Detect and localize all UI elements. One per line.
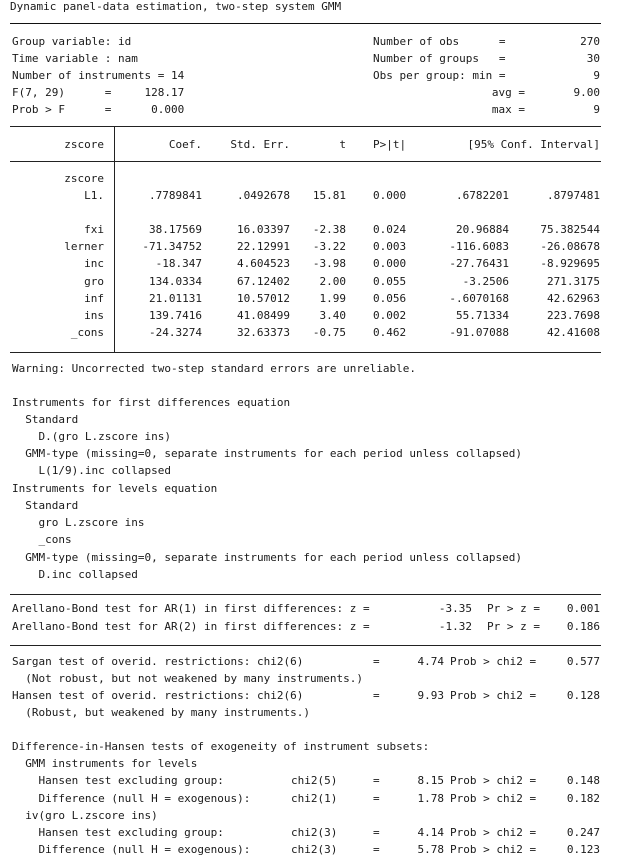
table-top-rule [10, 126, 601, 127]
row-p-value: 0.055 [373, 275, 407, 288]
row-var-name: _cons [70, 326, 104, 339]
dh-plabel: Prob > chi2 = [450, 774, 537, 787]
row-coef: -18.347 [155, 257, 202, 270]
row-std-err: 10.57012 [237, 292, 290, 305]
ar2-label: Arellano-Bond test for AR(2) in first differences: z = [12, 620, 370, 633]
row-t-stat: -3.98 [312, 257, 346, 270]
dh-chi: chi2(1) [291, 792, 338, 805]
ar2-p: 0.186 [566, 620, 600, 633]
dh-value: 4.14 [417, 826, 444, 839]
row-t-stat: -3.22 [312, 240, 346, 253]
row-ci-upper: -8.929695 [540, 257, 600, 270]
ngroups-value: 30 [586, 52, 600, 65]
row-var-name: inf [84, 292, 104, 305]
sargan-value: 4.74 [417, 655, 444, 668]
row-t-stat: 2.00 [319, 275, 346, 288]
row-ci-upper: 223.7698 [547, 309, 600, 322]
obs-min-value: 9 [593, 69, 600, 82]
row-ci-upper: 42.41608 [547, 326, 600, 339]
row-p-value: 0.024 [373, 223, 407, 236]
prob-f-text: Prob > F = 0.000 [12, 103, 185, 116]
dh-eq: = [373, 792, 380, 805]
dh-value: 8.15 [417, 774, 444, 787]
sargan-eq: = [373, 655, 380, 668]
dh-p: 0.123 [566, 843, 600, 856]
hansen-label: Hansen test of overid. restrictions: chi2(6) [12, 689, 304, 702]
diff-hansen-group-name: GMM instruments for levels [12, 757, 198, 770]
dh-p: 0.182 [566, 792, 600, 805]
dh-label: Hansen test excluding group: [12, 774, 224, 787]
row-ci-lower: -27.76431 [449, 257, 509, 270]
ar-bottom-rule [10, 645, 601, 646]
divider [10, 23, 601, 24]
diff-hansen-title: Difference-in-Hansen tests of exogeneity of instrument subsets: [12, 740, 430, 753]
ar-top-rule [10, 594, 601, 595]
sargan-label: Sargan test of overid. restrictions: chi2(6) [12, 655, 304, 668]
dh-label: Difference (null H = exogenous): [12, 843, 251, 856]
nobs-label: Number of obs = [373, 35, 506, 48]
group-variable-text: Group variable: id [12, 35, 132, 48]
dh-value: 5.78 [417, 843, 444, 856]
dh-p: 0.247 [566, 826, 600, 839]
ar2-z: -1.32 [438, 620, 472, 633]
row-p-value: 0.003 [373, 240, 407, 253]
row-ci-lower: -91.07088 [449, 326, 509, 339]
instruments-line: D.(gro L.zscore ins) [12, 430, 171, 443]
sargan-p: 0.577 [566, 655, 600, 668]
row-p-value: 0.462 [373, 326, 407, 339]
dh-value: 1.78 [417, 792, 444, 805]
col-p-header: P>|t| [373, 138, 407, 151]
row-coef: -24.3274 [149, 326, 202, 339]
row-p-value: 0.056 [373, 292, 407, 305]
obs-max-label: max = [491, 103, 525, 116]
row-std-err: 22.12991 [237, 240, 290, 253]
row-coef: -71.34752 [142, 240, 202, 253]
instruments-line: gro L.zscore ins [12, 516, 145, 529]
instruments-line: Instruments for first differences equation [12, 396, 291, 409]
dh-plabel: Prob > chi2 = [450, 792, 537, 805]
hansen-eq: = [373, 689, 380, 702]
dh-eq: = [373, 774, 380, 787]
dh-label: Difference (null H = exogenous): [12, 792, 251, 805]
group-label: zscore [64, 172, 104, 185]
row-coef: 134.0334 [149, 275, 202, 288]
time-variable-text: Time variable : nam [12, 52, 138, 65]
instruments-line: Standard [12, 413, 79, 426]
ngroups-label: Number of groups = [373, 52, 506, 65]
obs-avg-value: 9.00 [573, 86, 600, 99]
hansen-p: 0.128 [566, 689, 600, 702]
row-t-stat: 1.99 [319, 292, 346, 305]
row-std-err: 32.63373 [237, 326, 290, 339]
output-title: Dynamic panel-data estimation, two-step system GMM [10, 0, 342, 13]
dh-chi: chi2(5) [291, 774, 338, 787]
row-var-name: fxi [84, 223, 104, 236]
hansen-plabel: Prob > chi2 = [450, 689, 537, 702]
sargan-note: (Not robust, but not weakened by many instruments.) [12, 672, 363, 685]
row-var-name: gro [84, 275, 104, 288]
row-ci-lower: -116.6083 [449, 240, 509, 253]
row-ci-upper: 42.62963 [547, 292, 600, 305]
dh-plabel: Prob > chi2 = [450, 843, 537, 856]
row-var-name: inc [84, 257, 104, 270]
row-std-err: .0492678 [237, 189, 290, 202]
dh-chi: chi2(3) [291, 826, 338, 839]
row-ci-upper: .8797481 [547, 189, 600, 202]
row-ci-upper: -26.08678 [540, 240, 600, 253]
col-ci-header: [95% Conf. Interval] [467, 138, 600, 151]
instruments-line: GMM-type (missing=0, separate instruments for each period unless collapsed) [12, 447, 522, 460]
instruments-line: L(1/9).inc collapsed [12, 464, 171, 477]
row-var-name: L1. [84, 189, 104, 202]
row-std-err: 4.604523 [237, 257, 290, 270]
instruments-count-text: Number of instruments = 14 [12, 69, 185, 82]
ar1-label: Arellano-Bond test for AR(1) in first differences: z = [12, 602, 370, 615]
depvar-header: zscore [64, 138, 104, 151]
table-header-rule [10, 161, 601, 162]
row-std-err: 16.03397 [237, 223, 290, 236]
hansen-value: 9.93 [417, 689, 444, 702]
instruments-line: GMM-type (missing=0, separate instruments for each period unless collapsed) [12, 551, 522, 564]
instruments-line: Standard [12, 499, 79, 512]
dh-label: Hansen test excluding group: [12, 826, 224, 839]
row-p-value: 0.000 [373, 189, 407, 202]
row-ci-lower: .6782201 [456, 189, 509, 202]
row-p-value: 0.000 [373, 257, 407, 270]
ar1-z: -3.35 [438, 602, 472, 615]
dh-eq: = [373, 826, 380, 839]
col-se-header: Std. Err. [230, 138, 290, 151]
dh-eq: = [373, 843, 380, 856]
row-t-stat: -2.38 [312, 223, 346, 236]
row-std-err: 67.12402 [237, 275, 290, 288]
instruments-line: Instruments for levels equation [12, 482, 218, 495]
row-t-stat: 15.81 [312, 189, 346, 202]
sargan-plabel: Prob > chi2 = [450, 655, 537, 668]
obs-min-label: Obs per group: min = [373, 69, 506, 82]
ar1-p: 0.001 [566, 602, 600, 615]
hansen-note: (Robust, but weakened by many instruments.) [12, 706, 311, 719]
row-ci-upper: 75.382544 [540, 223, 600, 236]
row-coef: 139.7416 [149, 309, 202, 322]
row-coef: .7789841 [149, 189, 202, 202]
col-t-header: t [339, 138, 346, 151]
col-coef-header: Coef. [168, 138, 202, 151]
row-var-name: ins [84, 309, 104, 322]
ar1-plabel: Pr > z = [487, 602, 540, 615]
row-p-value: 0.002 [373, 309, 407, 322]
row-ci-lower: -3.2506 [462, 275, 509, 288]
row-std-err: 41.08499 [237, 309, 290, 322]
diff-hansen-group-name: iv(gro L.zscore ins) [12, 809, 158, 822]
instruments-line: D.inc collapsed [12, 568, 138, 581]
row-var-name: lerner [64, 240, 104, 253]
obs-avg-label: avg = [491, 86, 525, 99]
row-coef: 38.17569 [149, 223, 202, 236]
row-ci-upper: 271.3175 [547, 275, 600, 288]
row-coef: 21.01131 [149, 292, 202, 305]
obs-max-value: 9 [593, 103, 600, 116]
instruments-line: _cons [12, 533, 72, 546]
table-bottom-rule [10, 352, 601, 353]
row-ci-lower: 55.71334 [456, 309, 509, 322]
dh-p: 0.148 [566, 774, 600, 787]
row-t-stat: 3.40 [319, 309, 346, 322]
row-ci-lower: 20.96884 [456, 223, 509, 236]
warning-text: Warning: Uncorrected two-step standard errors are unreliable. [12, 362, 416, 375]
row-ci-lower: -.6070168 [449, 292, 509, 305]
ar2-plabel: Pr > z = [487, 620, 540, 633]
f-stat-text: F(7, 29) = 128.17 [12, 86, 185, 99]
dh-chi: chi2(3) [291, 843, 338, 856]
row-t-stat: -0.75 [312, 326, 346, 339]
dh-plabel: Prob > chi2 = [450, 826, 537, 839]
nobs-value: 270 [580, 35, 600, 48]
